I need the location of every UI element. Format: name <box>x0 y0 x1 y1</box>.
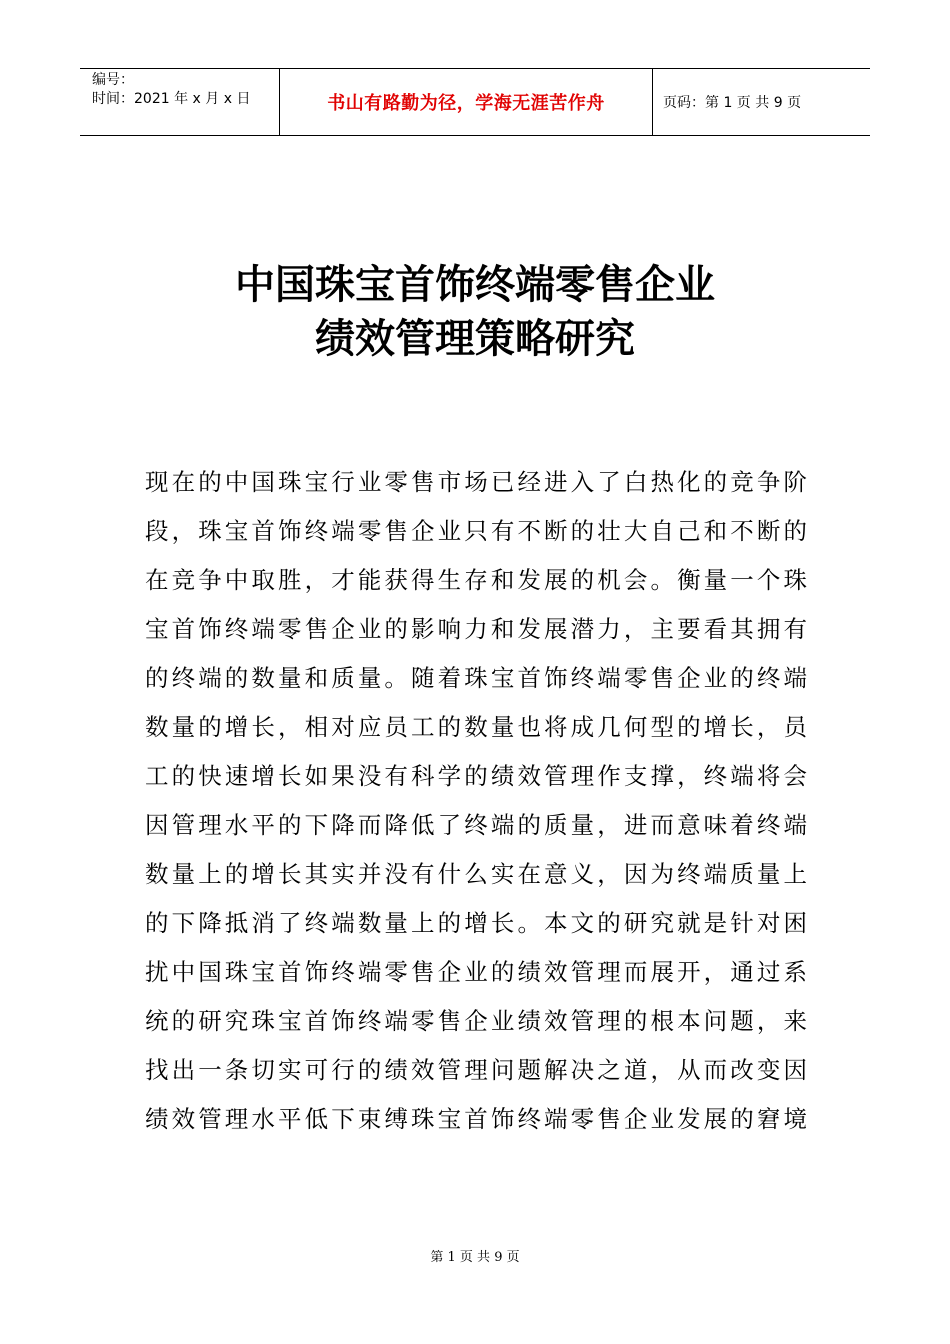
paragraph-line: 数量上的增长其实并没有什么实在意义，因为终端质量上 <box>145 860 807 888</box>
paragraph-line: 在竞争中取胜，才能获得生存和发展的机会。衡量一个珠 <box>145 566 807 594</box>
paragraph-line: 的终端的数量和质量。随着珠宝首饰终端零售企业的终端 <box>145 664 807 692</box>
footer-page-number: 第 1 页 共 9 页 <box>430 1250 520 1265</box>
paragraph-line: 统的研究珠宝首饰终端零售企业绩效管理的根本问题，来 <box>145 1007 807 1035</box>
paragraph-line: 段，珠宝首饰终端零售企业只有不断的壮大自己和不断的 <box>145 517 807 545</box>
document-number-label: 编号： <box>92 72 134 88</box>
header-page-cell <box>653 69 870 135</box>
title-line-1: 中国珠宝首饰终端零售企业 <box>235 261 715 308</box>
document-title <box>0 258 950 366</box>
paragraph-line: 工的快速增长如果没有科学的绩效管理作支撑，终端将会 <box>145 762 807 790</box>
paragraph-line: 的下降抵消了终端数量上的增长。本文的研究就是针对困 <box>145 909 807 937</box>
paragraph-line: 现在的中国珠宝行业零售市场已经进入了白热化的竞争阶 <box>145 468 807 496</box>
page-footer <box>0 1246 950 1265</box>
title-line-2: 绩效管理策略研究 <box>315 315 635 362</box>
header-page-info: 页码：第 1 页 共 9 页 <box>663 95 802 111</box>
header-motto: 书山有路勤为径，学海无涯苦作舟 <box>327 93 605 114</box>
header-meta-cell <box>80 69 280 135</box>
paragraph-line: 找出一条切实可行的绩效管理问题解决之道，从而改变因 <box>145 1056 807 1084</box>
header-motto-cell <box>280 69 653 135</box>
page-header <box>80 68 870 136</box>
paragraph-line: 宝首饰终端零售企业的影响力和发展潜力，主要看其拥有 <box>145 615 807 643</box>
paragraph-line: 数量的增长，相对应员工的数量也将成几何型的增长，员 <box>145 713 807 741</box>
paragraph-line: 扰中国珠宝首饰终端零售企业的绩效管理而展开，通过系 <box>145 958 807 986</box>
paragraph-line: 因管理水平的下降而降低了终端的质量，进而意味着终端 <box>145 811 807 839</box>
paragraph-line: 绩效管理水平低下束缚珠宝首饰终端零售企业发展的窘境 <box>145 1105 807 1133</box>
body-paragraph <box>145 458 807 1144</box>
document-date: 时间：2021 年 x 月 x 日 <box>92 91 251 107</box>
